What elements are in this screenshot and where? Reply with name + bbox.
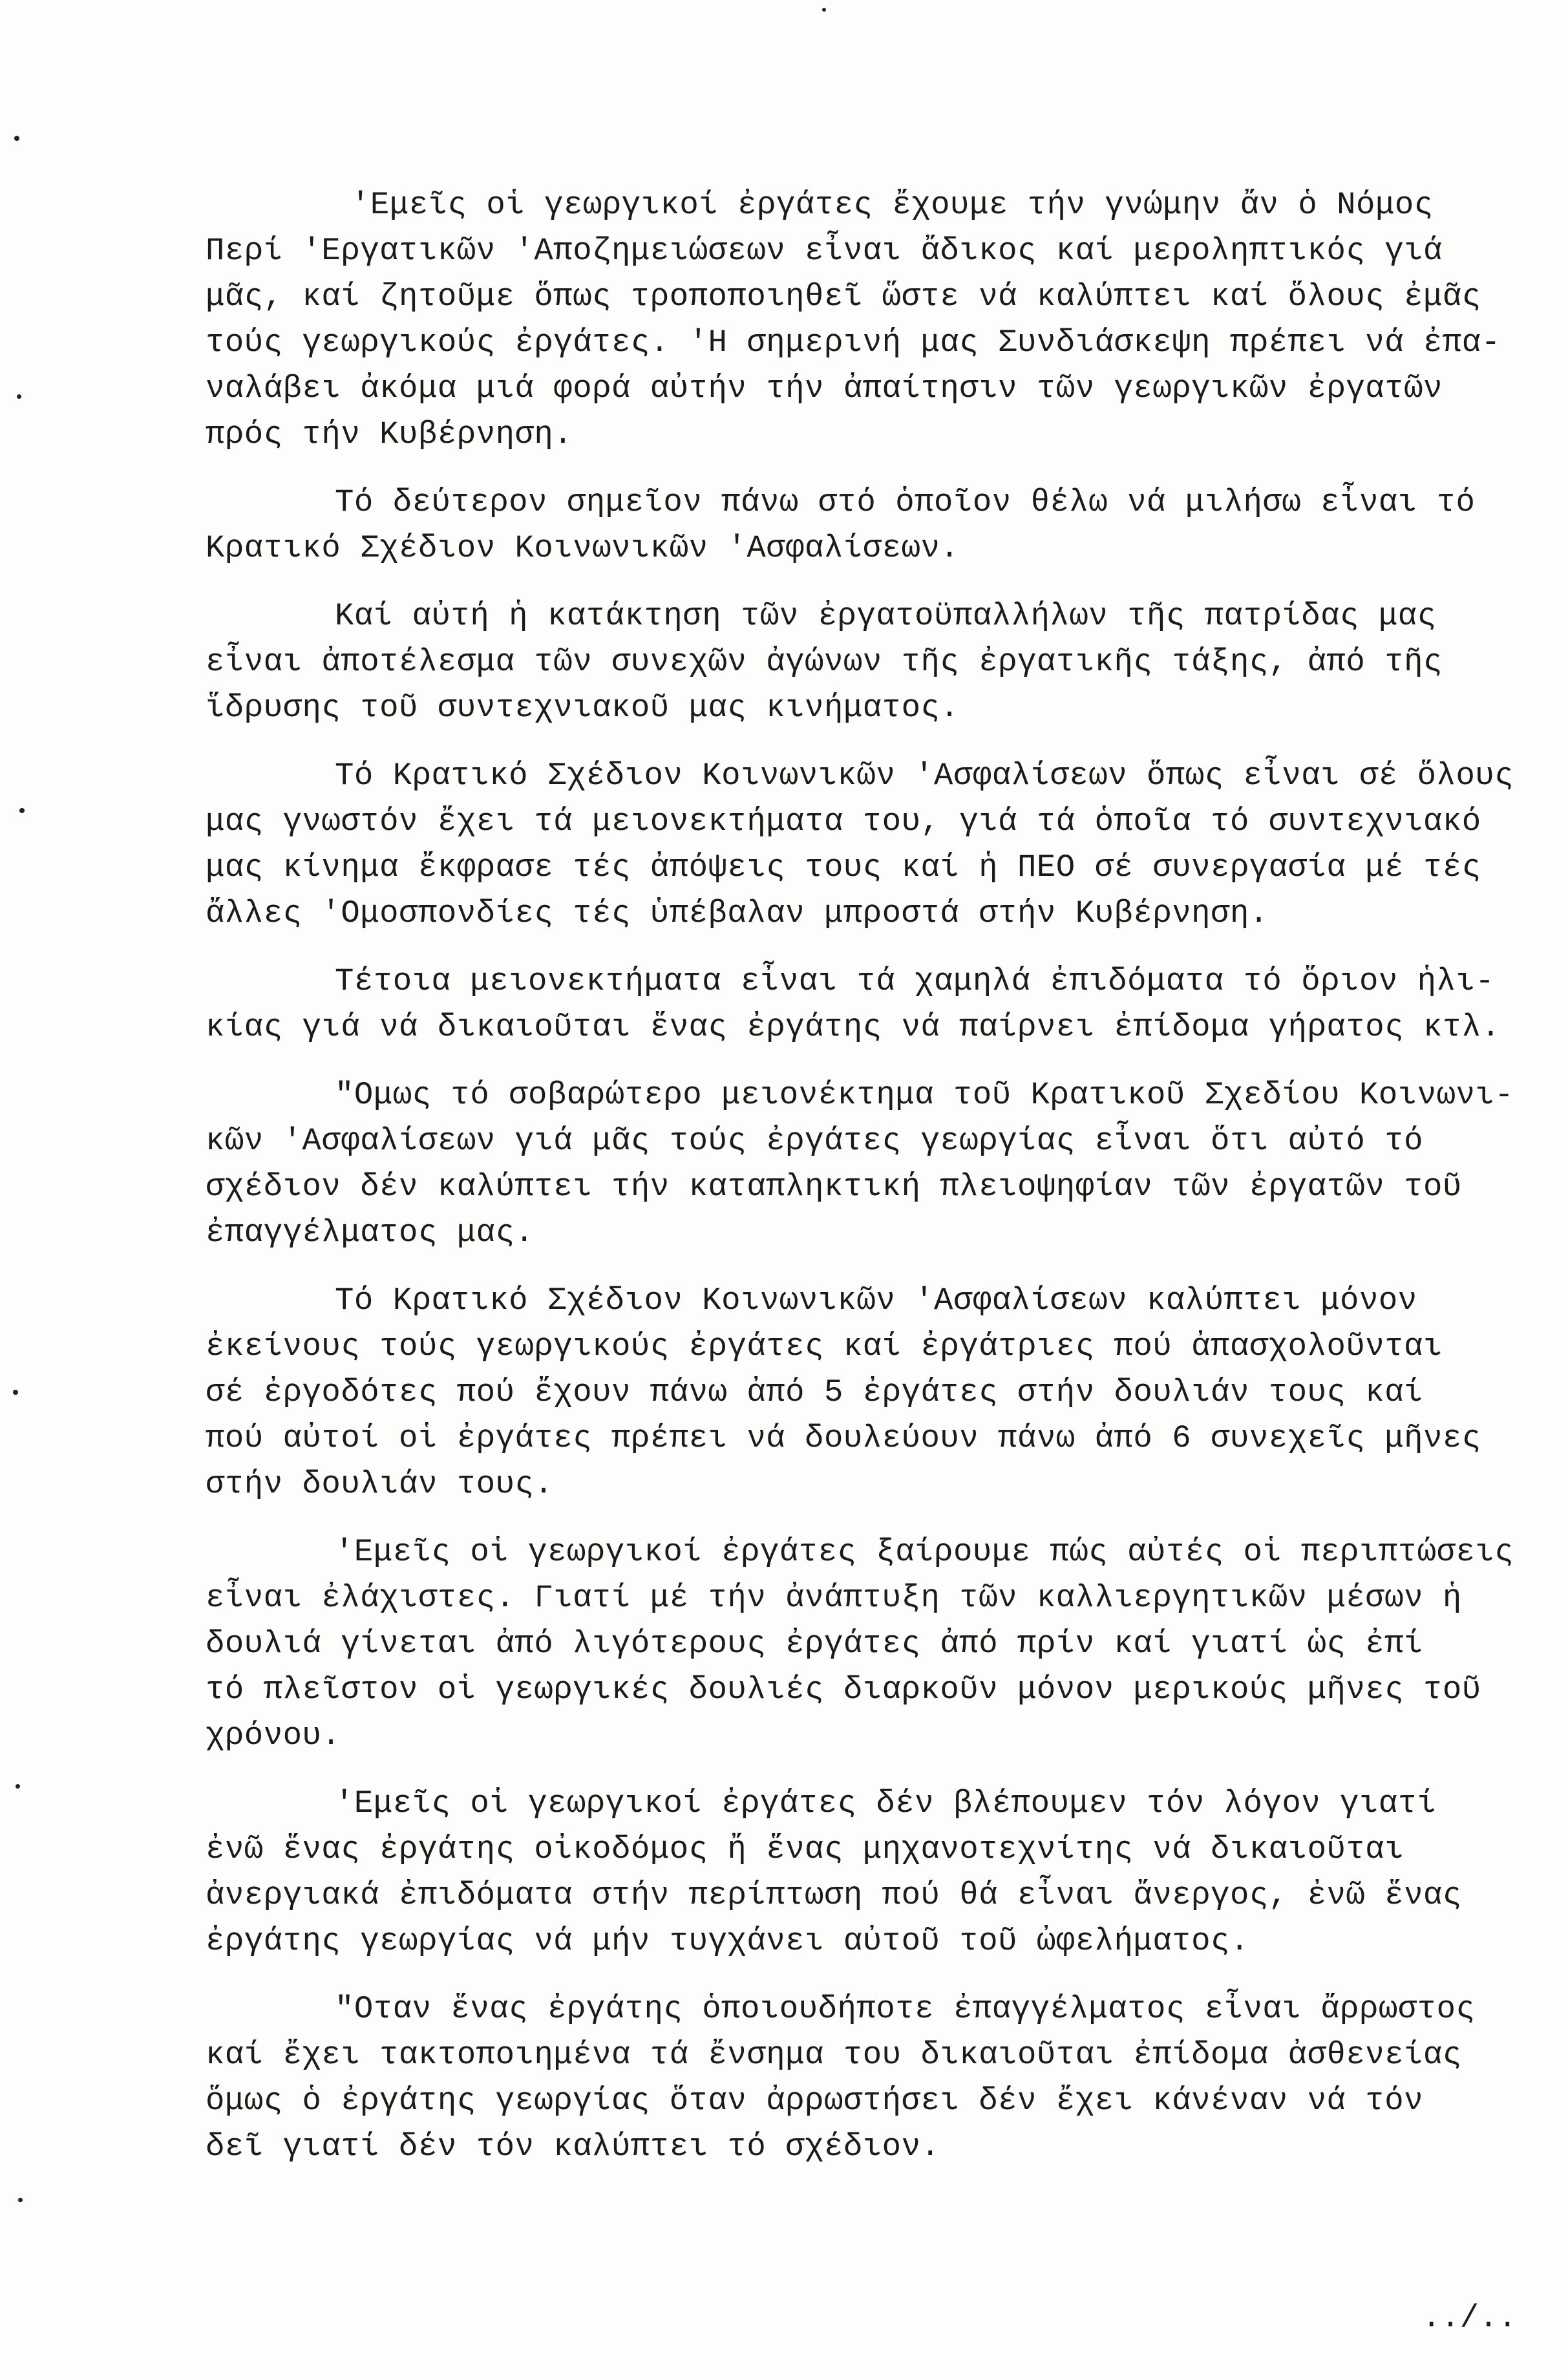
text-line: Κρατικό Σχέδιον Κοινωνικῶν 'Ασφαλίσεων. <box>206 530 960 566</box>
paragraph <box>206 1072 1543 1256</box>
text-line: Τό Κρατικό Σχέδιον Κοινωνικῶν 'Ασφαλίσεων καλύπτει μόνον <box>335 1282 1417 1319</box>
scan-speck <box>17 394 21 399</box>
text-line: ἄλλες 'Ομοσπονδίες τές ὑπέβαλαν μπροστά στήν Κυβέρνηση. <box>206 895 1269 931</box>
text-line: σέ ἐργοδότες πού ἔχουν πάνω ἀπό 5 ἐργάτες στήν δουλιάν τους καί <box>206 1374 1424 1410</box>
text-line: "Οταν ἕνας ἐργάτης ὁποιουδήποτε ἐπαγγέλματος εἶναι ἄρρωστος <box>335 1991 1476 2027</box>
text-line: μᾶς, καί ζητοῦμε ὅπως τροποποιηθεῖ ὥστε νά καλύπτει καί ὅλους ἐμᾶς <box>206 279 1481 315</box>
text-line: ἐπαγγέλματος μας. <box>206 1215 535 1251</box>
text-line: τούς γεωργικούς ἐργάτες. 'Η σημερινή μας Συνδιάσκεψη πρέπει νά ἐπα- <box>206 324 1501 361</box>
scan-speck <box>16 1784 20 1789</box>
text-line: κίας γιά νά δικαιοῦται ἕνας ἐργάτης νά παίρνει ἐπίδομα γήρατος κτλ. <box>206 1009 1501 1045</box>
text-line: Τό δεύτερον σημεῖον πάνω στό ὁποῖον θέλω νά μιλήσω εἶναι τό <box>335 484 1476 520</box>
text-line: κῶν 'Ασφαλίσεων γιά μᾶς τούς ἐργάτες γεωργίας εἶναι ὅτι αὐτό τό <box>206 1123 1424 1159</box>
text-line: ἵδρυσης τοῦ συντεχνιακοῦ μας κινήματος. <box>206 690 960 726</box>
text-line: 'Εμεῖς οἱ γεωργικοί ἐργάτες δέν βλέπουμεν τόν λόγον γιατί <box>335 1785 1437 1822</box>
text-line: ἐνῶ ἕνας ἐργάτης οἰκοδόμος ἤ ἕνας μηχανοτεχνίτης νά δικαιοῦται <box>206 1831 1404 1867</box>
text-line: 'Εμεῖς οἱ γεωργικοί ἐργάτες ἔχουμε τήν γνώμην ἄν ὁ Νόμος <box>351 187 1434 223</box>
paragraph <box>206 182 1543 458</box>
text-line: ἐκείνους τούς γεωργικούς ἐργάτες καί ἐργάτριες πού ἀπασχολοῦνται <box>206 1328 1443 1365</box>
text-line: μας γνωστόν ἔχει τά μειονεκτήματα του, γιά τά ὁποῖα τό συντεχνιακό <box>206 803 1481 840</box>
text-line: σχέδιον δέν καλύπτει τήν καταπληκτική πλειοψηφίαν τῶν ἐργατῶν τοῦ <box>206 1169 1462 1205</box>
text-line: καί ἔχει τακτοποιημένα τά ἔνσημα του δικαιοῦται ἐπίδομα ἀσθενείας <box>206 2037 1462 2073</box>
text-line: Τό Κρατικό Σχέδιον Κοινωνικῶν 'Ασφαλίσεων ὅπως εἶναι σέ ὅλους <box>335 758 1514 794</box>
text-line: πού αὐτοί οἱ ἐργάτες πρέπει νά δουλεύουν πάνω ἀπό 6 συνεχεῖς μῆνες <box>206 1420 1481 1456</box>
paragraph <box>206 1278 1543 1507</box>
document-body <box>206 182 1543 2170</box>
text-line: εἶναι ἐλάχιστες. Γιατί μέ τήν ἀνάπτυξη τῶν καλλιεργητικῶν μέσων ἡ <box>206 1580 1462 1616</box>
text-line: Περί 'Εργατικῶν 'Αποζημειώσεων εἶναι ἄδικος καί μεροληπτικός γιά <box>206 233 1443 269</box>
text-line: μας κίνημα ἔκφρασε τές ἀπόψεις τους καί ἡ ΠΕΟ σέ συνεργασία μέ τές <box>206 849 1481 886</box>
text-line: τό πλεῖστον οἱ γεωργικές δουλιές διαρκοῦν μόνον μερικούς μῆνες τοῦ <box>206 1672 1481 1708</box>
scan-speck <box>14 136 19 141</box>
paragraph <box>206 959 1543 1050</box>
text-line: ἀνεργιακά ἐπιδόματα στήν περίπτωση πού θά εἶναι ἄνεργος, ἐνῶ ἕνας <box>206 1877 1462 1913</box>
scan-speck <box>19 808 25 813</box>
text-line: δουλιά γίνεται ἀπό λιγότερους ἐργάτες ἀπό πρίν καί γιατί ὡς ἐπί <box>206 1626 1424 1662</box>
text-line: 'Εμεῖς οἱ γεωργικοί ἐργάτες ξαίρουμε πώς αὐτές οἱ περιπτώσεις <box>335 1534 1514 1570</box>
paragraph <box>206 593 1543 731</box>
scan-speck <box>18 2198 23 2202</box>
text-line: χρόνου. <box>206 1717 341 1754</box>
text-line: ὅμως ὁ ἐργάτης γεωργίας ὅταν ἀρρωστήσει δέν ἔχει κάνέναν νά τόν <box>206 2083 1424 2119</box>
paragraph <box>206 753 1543 937</box>
continuation-mark: ../.. <box>1422 2300 1518 2336</box>
text-line: Καί αὐτή ἡ κατάκτηση τῶν ἐργατοϋπαλλήλων τῆς πατρίδας μας <box>335 598 1437 634</box>
text-line: "Ομως τό σοβαρώτερο μειονέκτημα τοῦ Κρατικοῦ Σχεδίου Κοινωνι- <box>335 1077 1514 1113</box>
text-line: πρός τήν Κυβέρνηση. <box>206 416 573 452</box>
text-line: στήν δουλιάν τους. <box>206 1466 554 1502</box>
text-line: ἐργάτης γεωργίας νά μήν τυγχάνει αὐτοῦ τοῦ ὠφελήματος. <box>206 1923 1249 1959</box>
paragraph <box>206 480 1543 571</box>
paragraph <box>206 1529 1543 1759</box>
text-line: εἶναι ἀποτέλεσμα τῶν συνεχῶν ἀγώνων τῆς ἐργατικῆς τάξης, ἀπό τῆς <box>206 644 1443 680</box>
scan-speck <box>822 8 826 12</box>
scan-speck <box>13 1390 18 1395</box>
paragraph <box>206 1781 1543 1964</box>
text-line: δεῖ γιατί δέν τόν καλύπτει τό σχέδιον. <box>206 2129 940 2165</box>
text-line: ναλάβει ἀκόμα μιά φορά αὐτήν τήν ἀπαίτησιν τῶν γεωργικῶν ἐργατῶν <box>206 370 1443 407</box>
paragraph <box>206 1986 1543 2170</box>
text-line: Τέτοια μειονεκτήματα εἶναι τά χαμηλά ἐπιδόματα τό ὅριον ἡλι- <box>335 963 1495 999</box>
